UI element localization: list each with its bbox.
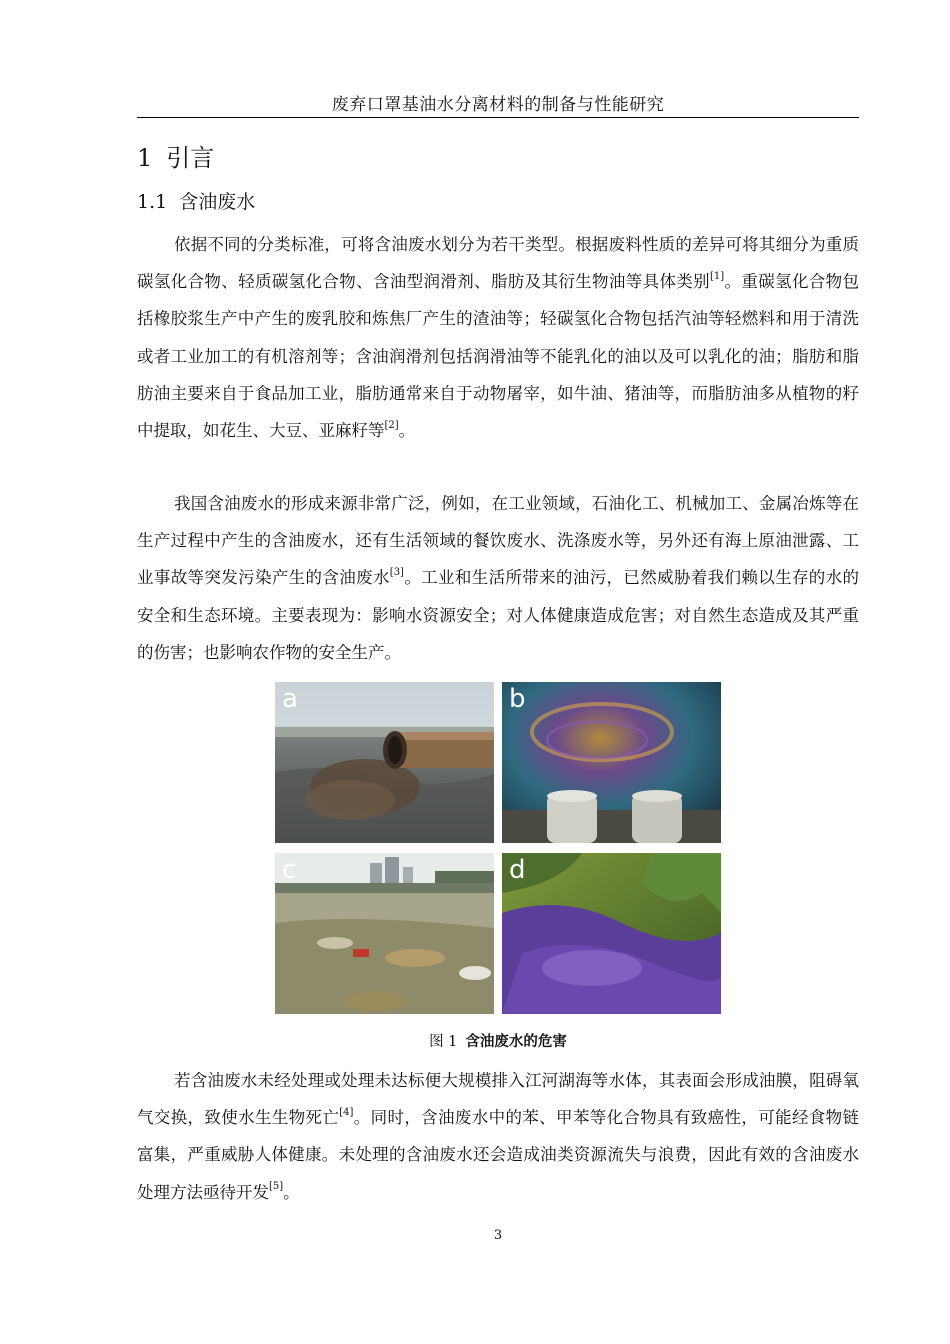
- figure-panel-b: [502, 682, 721, 843]
- paragraph-text: 。: [283, 1182, 300, 1202]
- citation: [1]: [710, 270, 725, 282]
- paragraph-1: [137, 226, 859, 449]
- figure-number: 图 1: [429, 1034, 458, 1050]
- section-title: 引言: [166, 144, 215, 172]
- paragraph-text: 。: [398, 421, 416, 441]
- section-number: 1: [137, 144, 153, 172]
- dead-fish-river-image: [275, 853, 494, 1014]
- paragraph-text: 我国含油废水的形成来源非常广泛，例如，在工业领域，石油化工、机械加工、金属冶炼等在生产过程中产生的含油废水，还有生活领域的餐饮废水、洗涤废水等，另外还有海上原油泄露、工业事故等突发污染产生的含油废水: [137, 494, 859, 588]
- oil-sheen-image: [502, 682, 721, 843]
- panel-label: a: [282, 684, 298, 714]
- paragraph-text: 。工业和生活所带来的油污，已然威胁着我们赖以生存的水的安全和生态环境。主要表现为：影响水资源安全；对人体健康造成危害；对自然生态造成及其严重的伤害；也影响农作物的安全生产。: [137, 568, 860, 662]
- citation: [4]: [339, 1106, 354, 1118]
- subsection-number: 1.1: [137, 191, 168, 213]
- panel-label: c: [282, 855, 297, 885]
- paragraph-2: [137, 485, 859, 671]
- paragraph-text: 依据不同的分类标准，可将含油废水划分为若干类型。根据废料性质的差异可将其细分为重质碳氢化合物、轻质碳氢化合物、含油型润滑剂、脂肪及其衍生物油等具体类别: [137, 235, 859, 292]
- citation: [5]: [269, 1181, 284, 1193]
- panel-label: b: [509, 684, 526, 714]
- figure-caption-text: 含油废水的危害: [465, 1034, 567, 1050]
- figure-1: [275, 682, 721, 1014]
- header-rule: [137, 117, 859, 118]
- figure-panel-d: [502, 853, 721, 1014]
- paragraph-text: 若含油废水未经处理或处理未达标便大规模排入江河湖海等水体，其表面会形成油膜，阻碍氧气交换，致使水生生物死亡: [137, 1071, 859, 1128]
- citation: [3]: [389, 566, 404, 578]
- paragraph-text: 。同时，含油废水中的苯、甲苯等化合物具有致癌性，可能经食物链富集，严重威胁人体健康。未处理的含油废水还会造成油类资源流失与浪费，因此有效的含油废水处理方法亟待开发: [137, 1108, 860, 1202]
- running-header: 废弃口罩基油水分离材料的制备与性能研究: [331, 95, 665, 115]
- figure-panel-c: [275, 853, 494, 1014]
- panel-label: d: [509, 855, 526, 885]
- figure-panel-a: [275, 682, 494, 843]
- figure-caption: [137, 1030, 859, 1051]
- pipe-discharge-image: [275, 682, 494, 843]
- page-number: 3: [493, 1228, 503, 1243]
- paragraph-3: [137, 1062, 859, 1211]
- subsection-title: 含油废水: [179, 191, 256, 213]
- subsection-heading: [137, 187, 255, 214]
- contaminated-grass-image: [502, 853, 721, 1014]
- section-heading: [137, 138, 214, 173]
- paragraph-text: 。重碳氢化合物包括橡胶浆生产中产生的废乳胶和炼焦厂产生的渣油等；轻碳氢化合物包括汽油等轻燃料和用于清洗或者工业加工的有机溶剂等；含油润滑剂包括润滑油等不能乳化的油以及可以乳化的油；脂肪和脂肪油主要来自于食品加工业，脂肪通常来自于动物屠宰，如牛油、猪油等，而脂肪油多从植物的籽中提取，如花生、大豆、亚麻籽等: [137, 272, 860, 441]
- citation: [2]: [384, 419, 399, 431]
